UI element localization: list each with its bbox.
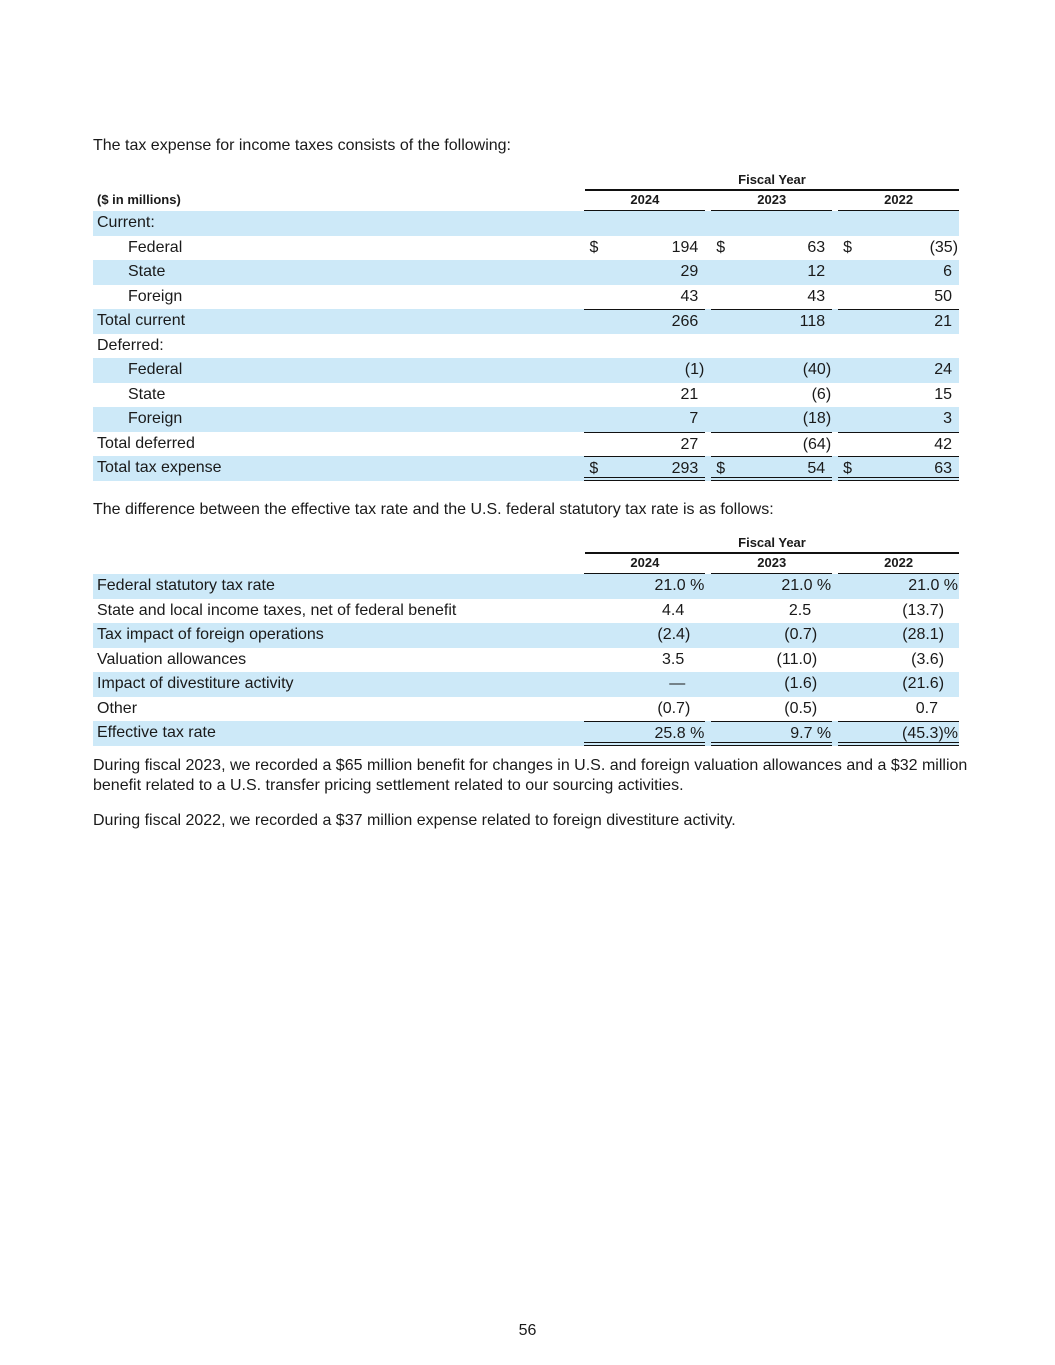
row-label: Federal <box>128 361 183 378</box>
row-label: Deferred: <box>97 336 164 354</box>
value-cell <box>711 309 832 334</box>
value-cell <box>711 721 832 746</box>
table-row <box>93 721 959 746</box>
value: 54 <box>807 460 826 477</box>
row-label: State <box>128 263 166 280</box>
row-label: Total current <box>97 312 186 329</box>
value: 43 <box>807 287 826 305</box>
note-fiscal-2022: During fiscal 2022, we recorded a $37 million expense related to foreign divestiture activity. <box>93 812 736 829</box>
value: 0.7 <box>915 699 939 717</box>
note-fiscal-2023: During fiscal 2023, we recorded a $65 million benefit for changes in U.S. and foreign valuation allowances and a $32 million benefit related to a U.S. transfer pricing settlement related to our sourcing activities. <box>93 757 968 794</box>
value-cell <box>584 309 705 334</box>
value-cell <box>584 648 705 673</box>
value: 6 <box>943 263 953 280</box>
value: 21.0 % <box>654 577 705 594</box>
page-number: 56 <box>518 1322 537 1339</box>
unit-label: ($ in millions) <box>97 192 181 207</box>
rate-reconciliation-intro: The difference between the effective tax rate and the U.S. federal statutory tax rate is as follows: <box>93 501 774 518</box>
value-cell <box>711 623 832 648</box>
table-row <box>93 599 959 624</box>
table-row <box>93 309 959 334</box>
value: (18) <box>802 410 832 427</box>
value-cell <box>838 721 959 746</box>
value-cell <box>711 697 832 722</box>
value: 15 <box>934 385 953 403</box>
value: (0.7) <box>784 626 818 643</box>
value-cell <box>838 407 959 432</box>
value-cell <box>838 285 959 310</box>
value: 63 <box>807 238 826 256</box>
value-cell <box>711 648 832 673</box>
value-cell <box>711 574 832 599</box>
currency-symbol: $ <box>716 238 726 256</box>
value: 50 <box>934 287 953 305</box>
year-header: 2023 <box>711 190 832 211</box>
value: 21 <box>934 313 952 330</box>
table-row <box>93 432 959 457</box>
value: 29 <box>680 263 699 280</box>
row-label: Effective tax rate <box>97 724 216 741</box>
value: (1) <box>684 361 705 378</box>
value-cell <box>711 285 832 310</box>
value: 43 <box>680 287 699 305</box>
table-row <box>93 574 959 599</box>
value-cell <box>584 236 705 261</box>
value-cell <box>838 672 959 697</box>
value: (0.7) <box>657 699 691 717</box>
value-cell <box>711 236 832 261</box>
fiscal-year-header: Fiscal Year <box>585 535 959 554</box>
value-cell <box>838 211 959 236</box>
value-cell <box>584 211 705 236</box>
value: 118 <box>799 313 826 330</box>
row-label: State <box>128 385 166 403</box>
value-cell <box>838 648 959 673</box>
value: 63 <box>934 460 952 477</box>
value: (2.4) <box>657 626 691 643</box>
currency-symbol: $ <box>589 238 599 256</box>
value: (64) <box>802 435 832 453</box>
year-header: 2024 <box>584 190 705 211</box>
value: (11.0) <box>776 650 818 668</box>
value: 27 <box>680 435 699 453</box>
value: 293 <box>671 460 699 477</box>
value: 9.7 % <box>790 725 832 742</box>
currency-symbol: $ <box>843 460 853 477</box>
table-row <box>93 285 959 310</box>
value: 21.0 % <box>908 577 959 594</box>
table-row <box>93 407 959 432</box>
value: 12 <box>807 263 826 280</box>
value-cell <box>584 672 705 697</box>
row-label: Current: <box>97 214 155 231</box>
value-cell <box>584 334 705 359</box>
value-cell <box>584 432 705 457</box>
value-cell <box>584 407 705 432</box>
value: 21 <box>680 385 699 403</box>
value-cell <box>584 574 705 599</box>
row-label: Tax impact of foreign operations <box>97 626 324 643</box>
table-row <box>93 334 959 359</box>
row-label: Federal statutory tax rate <box>97 577 275 594</box>
value-cell <box>711 672 832 697</box>
value-cell <box>584 260 705 285</box>
value-cell <box>584 599 705 624</box>
currency-symbol: $ <box>843 238 853 256</box>
value: (28.1) <box>902 626 945 643</box>
value-cell <box>711 407 832 432</box>
value: (0.5) <box>784 699 818 717</box>
row-label: Impact of divestiture activity <box>97 675 294 692</box>
value-cell <box>711 358 832 383</box>
value: 266 <box>671 313 699 330</box>
value: 25.8 % <box>654 725 705 742</box>
value: 4.4 <box>662 601 685 619</box>
value-cell <box>838 383 959 408</box>
value-cell <box>711 211 832 236</box>
currency-symbol: $ <box>589 460 599 477</box>
row-label: Federal <box>128 238 183 256</box>
value-cell <box>711 456 832 481</box>
row-label: Other <box>97 699 138 717</box>
table-row <box>93 211 959 236</box>
value: (45.3)% <box>901 725 959 742</box>
value: (13.7) <box>902 601 945 619</box>
value: 3.5 <box>662 650 685 668</box>
value-cell <box>711 383 832 408</box>
value: (35) <box>929 238 959 256</box>
value: — <box>669 675 686 692</box>
table-row <box>93 383 959 408</box>
value-cell <box>838 697 959 722</box>
value-cell <box>584 456 705 481</box>
value-cell <box>584 623 705 648</box>
value-cell <box>838 574 959 599</box>
table-row <box>93 697 959 722</box>
value-cell <box>584 697 705 722</box>
row-label: State and local income taxes, net of federal benefit <box>97 601 457 619</box>
effective-tax-rate-table <box>93 533 959 746</box>
value: 3 <box>943 410 953 427</box>
value-cell <box>584 358 705 383</box>
fiscal-year-header: Fiscal Year <box>585 172 959 191</box>
year-header: 2022 <box>838 553 959 574</box>
value-cell <box>711 432 832 457</box>
value: (40) <box>802 361 832 378</box>
table-row <box>93 260 959 285</box>
year-header: 2022 <box>838 190 959 211</box>
year-header: 2024 <box>584 553 705 574</box>
value-cell <box>838 623 959 648</box>
value-cell <box>711 334 832 359</box>
table-row <box>93 623 959 648</box>
value: 7 <box>689 410 699 427</box>
value: 2.5 <box>788 601 812 619</box>
table-row <box>93 358 959 383</box>
tax-expense-intro: The tax expense for income taxes consists of the following: <box>93 137 511 154</box>
row-label: Total tax expense <box>97 459 222 476</box>
value: (3.6) <box>911 650 945 668</box>
value-cell <box>584 383 705 408</box>
table-row <box>93 236 959 261</box>
table-row <box>93 456 959 481</box>
value: (6) <box>811 385 832 403</box>
table-row <box>93 672 959 697</box>
value-cell <box>838 599 959 624</box>
value-cell <box>838 236 959 261</box>
value: 24 <box>934 361 953 378</box>
tax-expense-table <box>93 170 959 481</box>
value: 194 <box>671 238 699 256</box>
value-cell <box>838 456 959 481</box>
value-cell <box>711 260 832 285</box>
row-label: Valuation allowances <box>97 650 247 668</box>
value-cell <box>584 285 705 310</box>
value-cell <box>838 309 959 334</box>
value-cell <box>711 599 832 624</box>
value: (1.6) <box>784 675 818 692</box>
row-label: Foreign <box>128 287 183 305</box>
value-cell <box>838 358 959 383</box>
value: (21.6) <box>902 675 945 692</box>
value-cell <box>838 260 959 285</box>
value: 21.0 % <box>781 577 832 594</box>
row-label: Foreign <box>128 410 183 427</box>
year-header: 2023 <box>711 553 832 574</box>
value-cell <box>838 334 959 359</box>
currency-symbol: $ <box>716 460 726 477</box>
value-cell <box>838 432 959 457</box>
value: 42 <box>934 435 952 453</box>
value-cell <box>584 721 705 746</box>
table-row <box>93 648 959 673</box>
row-label: Total deferred <box>97 434 195 452</box>
